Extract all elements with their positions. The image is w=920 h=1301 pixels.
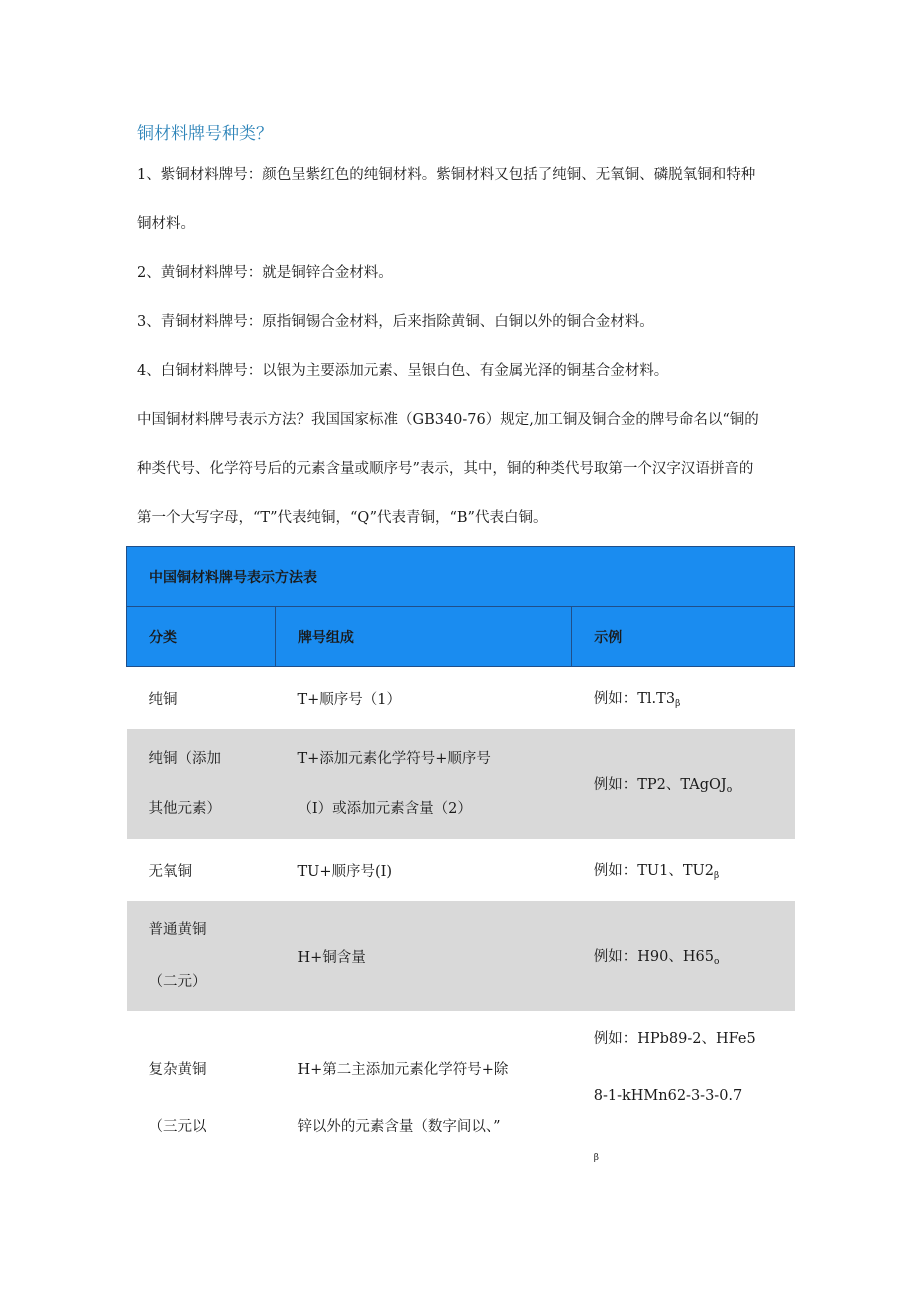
paragraph-line: 种类代号、化学符号后的元素含量或顺序号”表示，其中，铜的种类代号取第一个汉字汉语拼音的 (137, 461, 754, 477)
cell-composition: T+顺序号（1） (297, 691, 401, 708)
table-row (127, 901, 795, 1011)
cell-line: （二元） (148, 974, 207, 990)
table-row (127, 839, 795, 901)
example-subscript: o (713, 957, 720, 967)
table-row (127, 1011, 795, 1187)
copper-grade-table (126, 546, 795, 1187)
table-header-row (127, 607, 795, 667)
cell-line: 其他元素） (148, 801, 221, 817)
cell-line: （三元以 (148, 1119, 207, 1135)
table-row (127, 729, 795, 839)
cell-category (127, 729, 276, 839)
paragraph-line: 中国铜材料牌号表示方法？我国国家标准（GB340-76）规定,加工铜及铜合金的牌号命名以“铜的 (137, 412, 759, 428)
cell-line (594, 1068, 795, 1187)
table-caption-row (127, 547, 795, 607)
header-example: 示例 (572, 607, 795, 667)
example-subscript: β (675, 699, 681, 709)
cell-composition: H+铜含量 (275, 901, 571, 1011)
cell-line: H+第二主添加元素化学符号+除 (297, 1062, 509, 1078)
cell-line: （I）或添加元素含量（2） (297, 801, 472, 817)
cell-line: 锌以外的元素含量（数字间以、” (297, 1119, 501, 1135)
example-text: 例如：H90、H65 (593, 949, 714, 965)
cell-line: 普通黄铜 (148, 922, 207, 938)
example-text: 8-1-kHMn62-3-3-0.7 (593, 1088, 743, 1104)
cell-category: 无氧铜 (148, 863, 192, 880)
cell-line: 复杂黄铜 (148, 1062, 207, 1078)
example-subscript: β (713, 871, 720, 881)
cell-category: 纯铜 (148, 691, 178, 708)
cell-example (572, 839, 795, 901)
header-composition: 牌号组成 (275, 607, 571, 667)
cell-composition: TU+顺序号(I) (297, 863, 393, 880)
cell-line: 纯铜（添加 (148, 751, 221, 767)
example-text: 例如：TU1、TU2 (593, 863, 714, 879)
table-caption: 中国铜材料牌号表示方法表 (127, 547, 795, 607)
paragraph-line: 1、紫铜材料牌号：颜色呈紫红色的纯铜材料。紫铜材料又包括了纯铜、无氧铜、磷脱氧铜和特种 (137, 167, 756, 183)
cell-category (127, 901, 276, 1011)
cell-composition (275, 729, 571, 839)
cell-line: 例如：HPb89-2、HFe5 (593, 1031, 756, 1047)
paragraph-line: 第一个大写字母，“T”代表纯铜，“Q”代表青铜，“B”代表白铜。 (137, 510, 548, 526)
cell-line: T+添加元素化学符号+顺序号 (297, 751, 491, 767)
header-category: 分类 (127, 607, 276, 667)
cell-example (572, 901, 795, 1011)
example-subscript: β (593, 1153, 599, 1163)
paragraph-white-copper: 4、白铜材料牌号：以银为主要添加元素、呈银白色、有金属光泽的铜基合金材料。 (137, 363, 669, 379)
paragraph-bronze: 3、青铜材料牌号：原指铜锡合金材料，后来指除黄铜、白铜以外的铜合金材料。 (137, 314, 654, 330)
paragraph-line: 铜材料。 (137, 216, 195, 232)
paragraph-brass: 2、黄铜材料牌号：就是铜锌合金材料。 (137, 265, 393, 281)
paragraph-naming-method (137, 396, 802, 543)
cell-composition (275, 1011, 571, 1187)
paragraph-red-copper (137, 151, 802, 249)
cell-example (572, 1011, 795, 1187)
example-subscript: o (726, 785, 733, 795)
cell-example (572, 667, 795, 730)
table-row (127, 667, 795, 730)
example-text: 例如：Tl.T3 (593, 691, 676, 707)
cell-category (127, 1011, 276, 1187)
example-text: 例如：TP2、TAgOJ (593, 777, 727, 793)
section-title: 铜材料牌号种类？ (137, 124, 273, 144)
cell-example (572, 729, 795, 839)
